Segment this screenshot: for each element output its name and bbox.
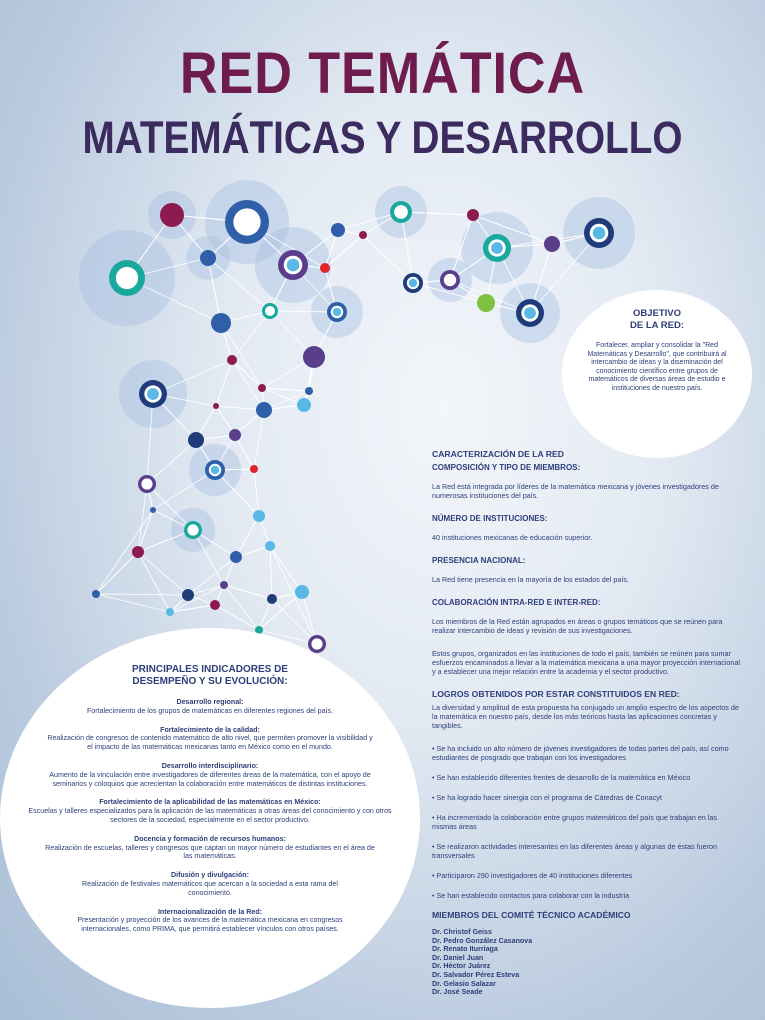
network-edge xyxy=(254,469,259,516)
comite-member: Dr. Renato Iturriaga xyxy=(432,945,498,954)
network-node xyxy=(265,541,275,551)
indicador-heading: Desarrollo regional: xyxy=(176,698,244,706)
poster-title: RED TEMÁTICA xyxy=(179,41,586,106)
network-edge xyxy=(270,546,302,592)
indicador-text: Escuelas y talleres especializados para la aplicación de las matemáticas a otras áreas del conocimiento y con otros sectores de la sociedad, especialmente en el sector productivo. xyxy=(28,807,392,824)
network-edge xyxy=(96,510,153,594)
indicador-text: Realización de congresos de contenido matemático de alto nivel, que permiten promover la visibilidad y el impacto de las matemáticas mexicanas tanto en México como en el mundo. xyxy=(47,734,373,752)
indicador-text: Realización de escuelas, talleres y congresos que captan un mayor número de estudiantes en el área de las matemáticas. xyxy=(45,843,375,861)
indicadores-bubble xyxy=(0,628,420,1008)
network-edge xyxy=(232,311,270,360)
network-edge xyxy=(254,410,264,469)
network-edge xyxy=(96,552,138,594)
poster-subtitle: MATEMÁTICAS Y DESARROLLO xyxy=(82,112,683,163)
network-node xyxy=(166,608,174,616)
logro-bullet: • Se ha logrado hacer sinergia con el programa de Cátedras de Conacyt xyxy=(432,793,662,802)
logros-intro: La diversidad y amplitud de esta propuesta ha conjugado un amplio espectro de los aspectos de la matemática en nuestro país, desde los más teóricos hasta las aplicaciones concretas y tangibles. xyxy=(432,703,739,730)
network-edge xyxy=(138,552,170,612)
network-node-ring xyxy=(394,205,408,219)
network-node-core xyxy=(287,259,300,272)
indicador-item xyxy=(65,698,355,716)
network-edge xyxy=(224,585,272,599)
network-node xyxy=(211,313,231,333)
network-node xyxy=(477,294,495,312)
network-edge xyxy=(363,235,413,283)
network-edge xyxy=(147,440,196,484)
network-node xyxy=(227,355,237,365)
comite-member: Dr. Christof Geiss xyxy=(432,928,492,936)
network-node xyxy=(220,581,228,589)
network-node xyxy=(92,590,100,598)
logro-bullet: • Se han establecido contactos para colaborar con la industria xyxy=(432,891,630,900)
network-node-core xyxy=(333,308,341,316)
indicadores-title: PRINCIPALES INDICADORES DE DESEMPEÑO Y SU EVOLUCIÓN: xyxy=(132,664,288,687)
network-node xyxy=(303,346,325,368)
network-node-ring xyxy=(187,524,198,535)
network-edge xyxy=(96,594,188,595)
network-node-core xyxy=(147,388,159,400)
network-node xyxy=(150,507,156,513)
objetivo-title-line1: OBJETIVO xyxy=(632,308,682,319)
network-node-ring xyxy=(116,267,138,289)
caracterizacion-title: CARACTERIZACIÓN DE LA RED xyxy=(432,449,564,459)
network-node xyxy=(297,398,311,412)
right-column xyxy=(432,450,742,997)
objetivo-text: Fortalecer, ampliar y consolidar la "Red Matemáticas y Desarrollo", que contribuirá al intercambio de ideas y la diseminación del conocimiento científico entre grupos de matemáticos de diversas áreas de estudio e instituciones de nuestro país. xyxy=(587,342,727,392)
network-node xyxy=(132,546,144,558)
network-node xyxy=(253,510,265,522)
network-edge xyxy=(96,594,170,612)
comite-member: Dr. Daniel Juan xyxy=(432,953,484,962)
comite-member: Dr. Salvador Pérez Esteva xyxy=(432,970,520,979)
network-edge xyxy=(138,510,153,552)
network-edge xyxy=(259,592,302,630)
indicador-item xyxy=(45,835,375,861)
logros-title: LOGROS OBTENIDOS POR ESTAR CONSTITUIDOS EN RED: xyxy=(432,689,680,699)
network-node xyxy=(182,589,194,601)
network-node xyxy=(295,585,309,599)
presencia-title: PRESENCIA NACIONAL: xyxy=(432,556,526,565)
indicador-text: Presentación y proyección de los avances de la matemática mexicana en congresos internacionales, como PRIMA, que permitirá establecer vínculos con otros países. xyxy=(77,916,343,934)
indicador-text: Fortalecimiento de los grupos de matemáticas en diferentes regiones del país. xyxy=(86,706,334,715)
network-edge xyxy=(259,599,272,630)
logro-bullet: • Se realizaron actividades interesantes en las diferentes áreas y algunas de éstas fueron transversales xyxy=(432,842,717,860)
network-node-ring xyxy=(265,306,275,316)
objetivo-title xyxy=(562,308,752,332)
network-node xyxy=(230,551,242,563)
comite-member: Dr. Héctor Juárez xyxy=(432,962,491,971)
presencia-text: La Red tiene presencia en la mayoría de los estados del país. xyxy=(432,575,629,584)
colaboracion-text-2: Estos grupos, organizados en las instituciones de todo el país, también se reúnen para sumar esfuerzos encaminados a llevar a la matemática mexicana a una mayor proyección internacional y a establecer una mejor relación entre la academia y el sector productivo. xyxy=(432,649,741,676)
indicador-item xyxy=(60,871,360,897)
composicion-text: La Red está integrada por líderes de la matemática mexicana y jóvenes investigadores de numerosas instituciones del país. xyxy=(432,482,719,500)
colaboracion-text-1: Los miembros de la Red están agrupados en áreas o grupos temáticos que se reúnen para realizar intercambio de ideas y revisión de sus investigaciones. xyxy=(432,617,723,635)
network-node xyxy=(250,465,258,473)
objetivo-bubble xyxy=(562,290,752,458)
network-node xyxy=(359,231,367,239)
network-node xyxy=(331,223,345,237)
indicador-item xyxy=(45,726,375,752)
comite-member: Dr. Pedro González Casanova xyxy=(432,936,533,945)
network-node xyxy=(229,429,241,441)
network-node-ring xyxy=(141,478,152,489)
comite-member: Dr. Gelasio Salazar xyxy=(432,979,496,988)
network-edge xyxy=(147,484,193,530)
network-node xyxy=(544,236,560,252)
network-node-core xyxy=(491,242,503,254)
indicador-heading: Fortalecimiento de la aplicabilidad de las matemáticas en México: xyxy=(99,798,321,807)
indicador-text: Aumento de la vinculación entre investigadores de diferentes áreas de la matemática, con el apoyo de seminarios y coloquios que acrecientan la colaboración entre matemáticos de distintas instituciones. xyxy=(49,770,371,788)
network-node xyxy=(267,594,277,604)
objetivo-title-line2: DE LA RED: xyxy=(629,320,684,331)
comite-title: MIEMBROS DEL COMITÉ TÉCNICO ACADÉMICO xyxy=(432,910,631,920)
network-node-ring xyxy=(311,638,322,649)
indicador-heading: Docencia y formación de recursos humanos: xyxy=(134,834,286,843)
comite-members xyxy=(432,928,742,997)
network-edge xyxy=(270,546,272,599)
indicador-text: Realización de festivales matemáticos que acercan a la sociedad a esta rama del conocimiento. xyxy=(82,879,338,897)
network-node xyxy=(256,402,272,418)
network-node xyxy=(200,250,216,266)
network-edge xyxy=(216,360,232,406)
network-edge xyxy=(188,557,236,595)
logro-bullet: • Ha incrementado la colaboración entre grupos matemáticos del país que trabajan en las mismas áreas xyxy=(432,813,717,831)
indicador-item xyxy=(75,908,345,934)
network-node xyxy=(258,384,266,392)
indicador-item xyxy=(25,798,395,824)
network-node xyxy=(210,600,220,610)
indicador-heading: Fortalecimiento de la calidad: xyxy=(160,725,260,734)
network-edge xyxy=(138,552,188,595)
colaboracion-title: COLABORACIÓN INTRA-RED E INTER-RED: xyxy=(432,598,601,607)
network-node-core xyxy=(593,227,606,240)
network-node-ring xyxy=(233,208,260,235)
network-node-core xyxy=(409,279,417,287)
network-node-core xyxy=(524,307,536,319)
network-node xyxy=(305,387,313,395)
logro-bullet: • Participaron 290 investigadores de 40 instituciones diferentes xyxy=(432,871,633,880)
indicador-item xyxy=(45,762,375,788)
logro-bullet: • Se han establecido diferentes frentes de desarrollo de la matemática en México xyxy=(432,773,691,782)
logro-bullet: • Se ha incluido un alto número de jóvenes investigadores de todas partes del país, así como estudiantes de posgrado que trabajan con los investigadores xyxy=(432,744,729,762)
network-edge xyxy=(224,585,259,630)
network-edge xyxy=(215,605,259,630)
network-edge xyxy=(270,546,317,644)
network-node xyxy=(320,263,330,273)
indicador-heading: Desarrollo interdisciplinario: xyxy=(161,761,259,770)
indicadores-list xyxy=(0,698,420,944)
network-node xyxy=(213,403,219,409)
network-edge xyxy=(221,323,262,388)
composicion-title: COMPOSICIÓN Y TIPO DE MIEMBROS: xyxy=(432,463,581,472)
network-node-core xyxy=(211,466,219,474)
instituciones-text: 40 instituciones mexicanas de educación superior. xyxy=(432,533,593,542)
network-node xyxy=(160,203,184,227)
comite-member: Dr. José Seade xyxy=(432,988,483,997)
network-node xyxy=(467,209,479,221)
network-edge xyxy=(138,484,147,552)
network-node xyxy=(188,432,204,448)
indicador-heading: Internacionalización de la Red: xyxy=(157,907,263,916)
network-node-ring xyxy=(444,274,456,286)
indicador-heading: Difusión y divulgación: xyxy=(170,871,250,880)
instituciones-title: NÚMERO DE INSTITUCIONES: xyxy=(432,514,548,523)
